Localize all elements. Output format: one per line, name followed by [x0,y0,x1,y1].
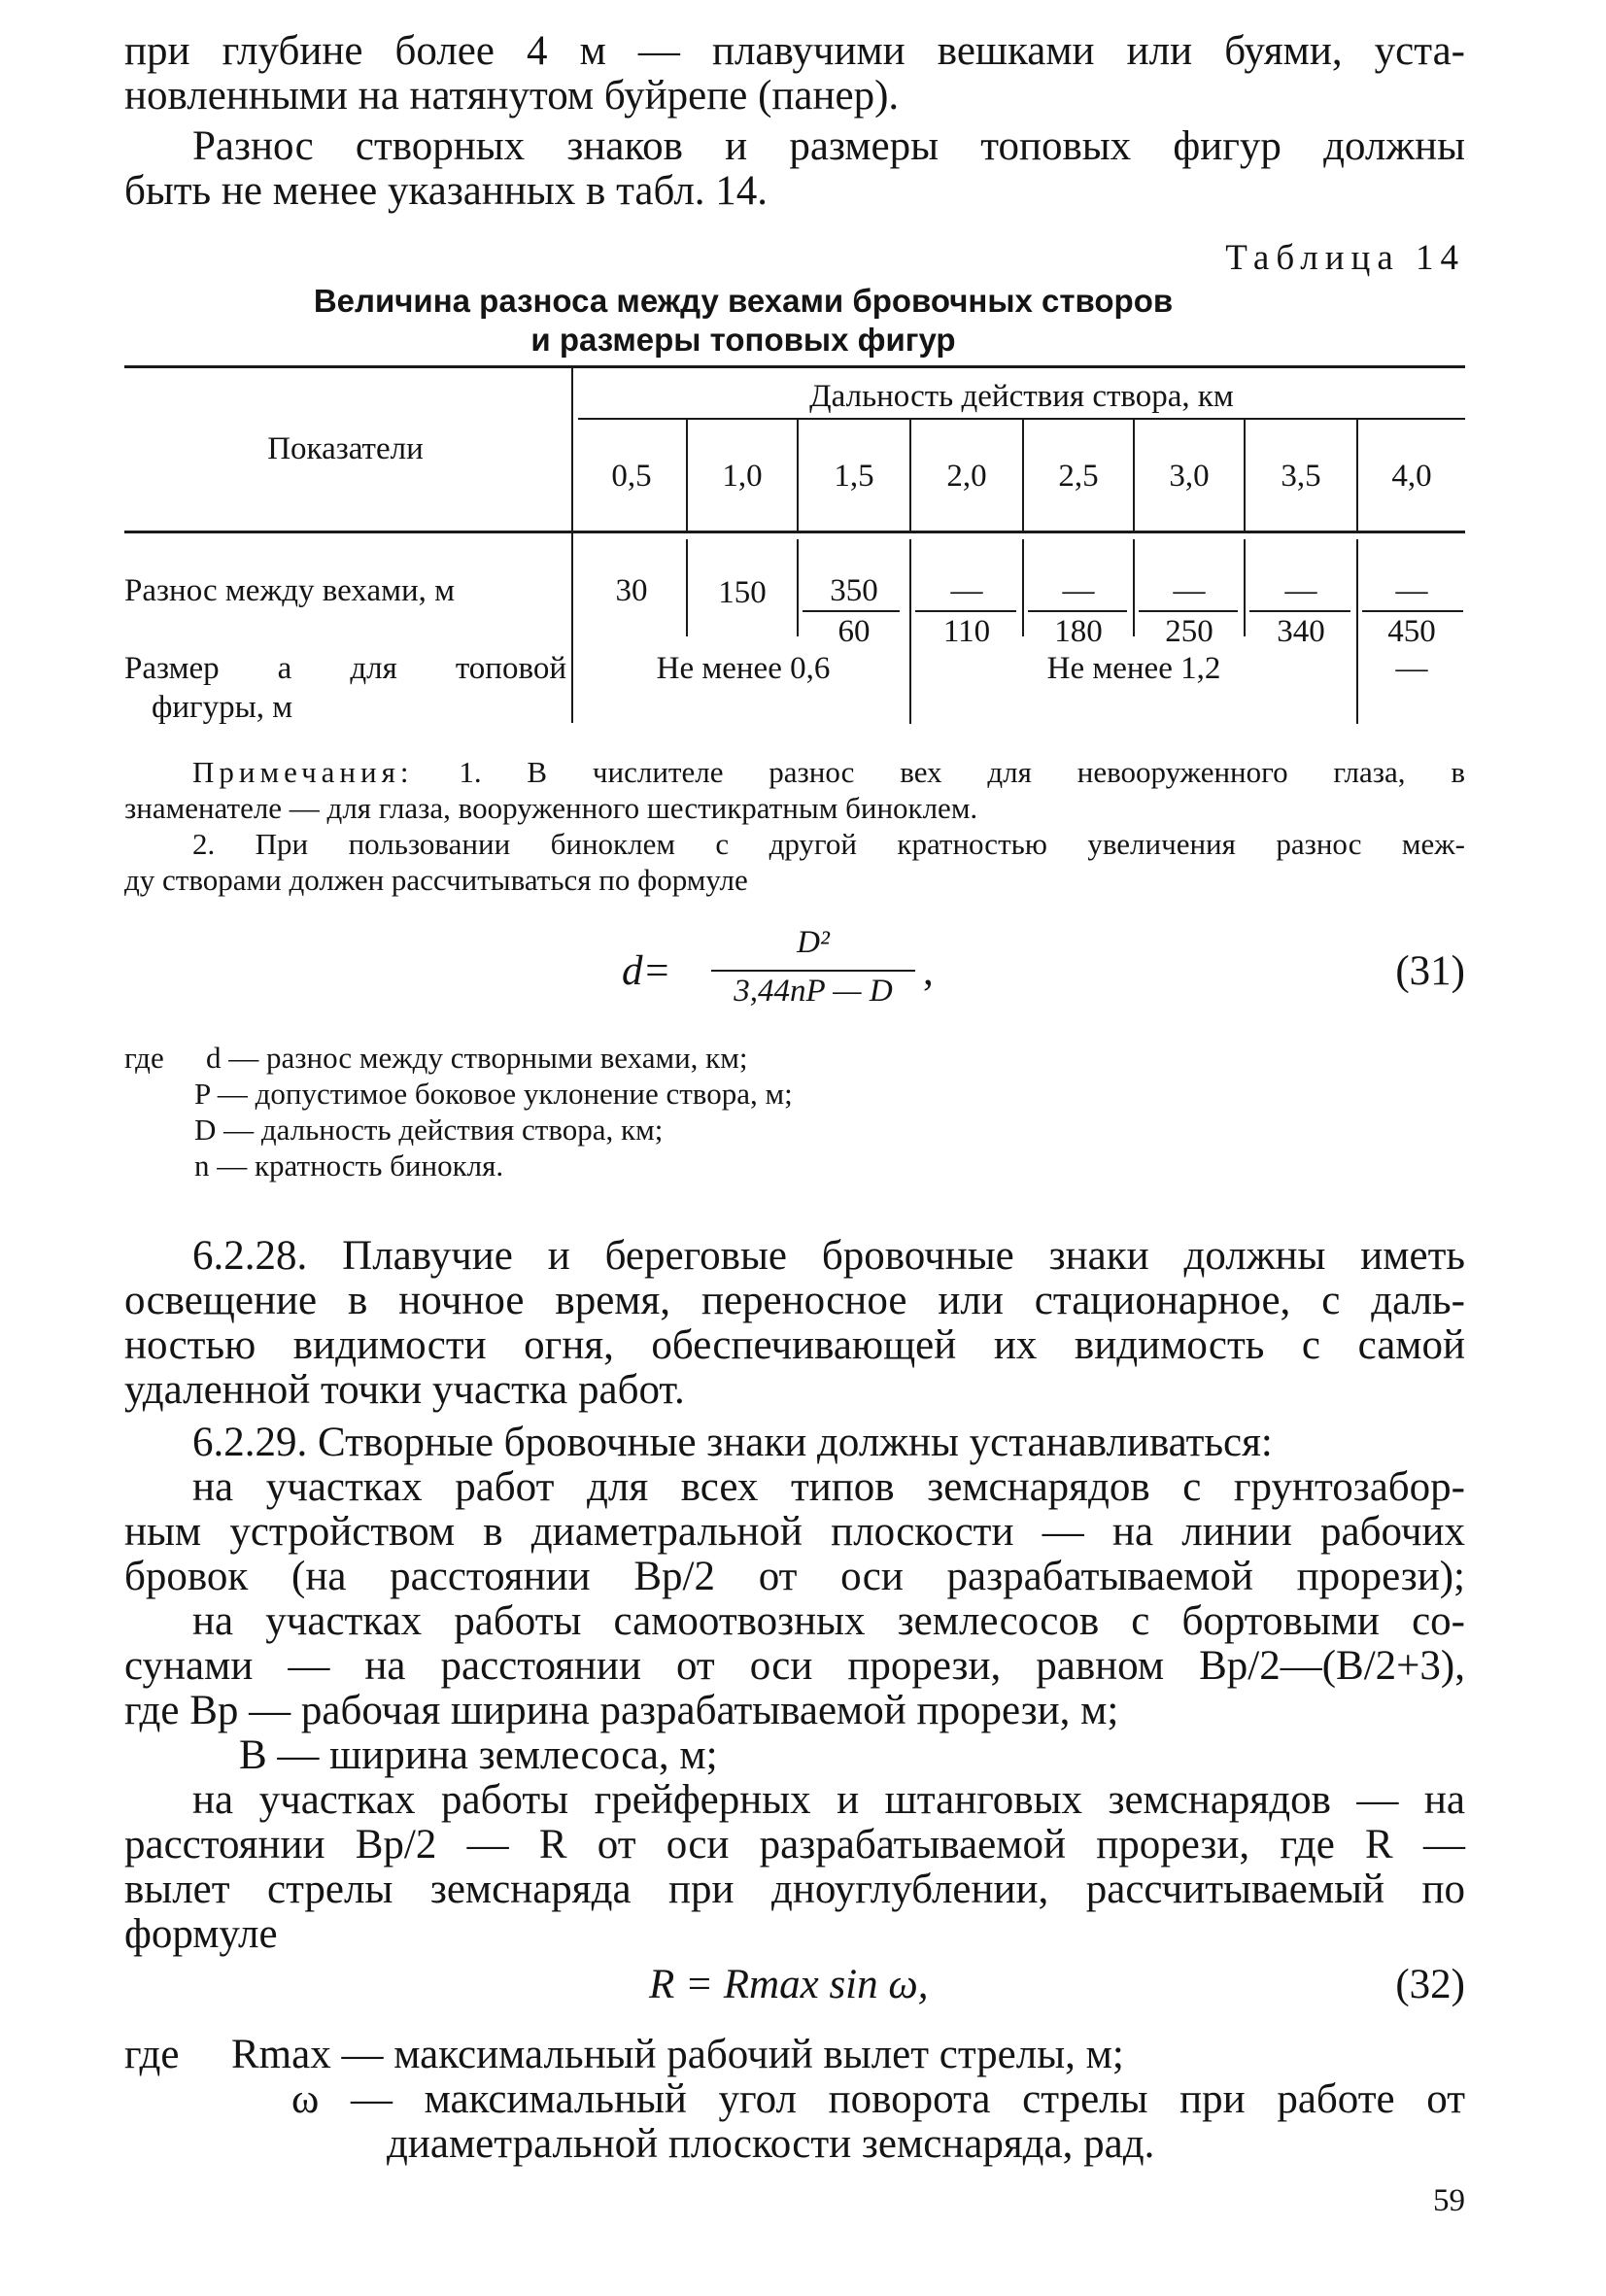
text-line: расстоянии Bр/2 — R от оси разрабатываемой прорези, где R — [124,1822,1465,1868]
table-top-rule [124,365,1465,368]
table-cell: — [1173,573,1206,608]
definition-omega-continued: диаметральной плоскости земснаряда, рад. [387,2121,1155,2167]
table-cell-denominator: 250 [1165,614,1213,649]
formula-32 [649,1961,928,2008]
text-line: Разнос створных знаков и размеры топовых фигур должны [192,123,1465,169]
text-line: формуле [124,1911,278,1957]
note-line: 2. При пользовании биноклем с другой кратностью увеличения разнос меж- [192,827,1465,861]
text-line: сунами — на расстоянии от оси прорези, равном Bр/2—(B/2+3), [124,1643,1465,1689]
table-header-distance: 1,5 [834,459,874,494]
where-label: где [124,1041,164,1075]
table-header-distance: 3,5 [1281,459,1321,494]
text-line: на участках работы грейферных и штанговых земснарядов — на [192,1777,1465,1823]
formula-text: R = Rmax sin ω, [649,1962,929,2007]
equation-number-31: (31) [1395,948,1465,994]
text-line: на участках работ для всех типов земснарядов с грунтозабор- [192,1464,1465,1510]
table-cell: 150 [718,575,767,610]
definition-d: d — разнос между створными вехами, км; [206,1041,748,1075]
definition-omega: ω — максимальный угол поворота стрелы при работе от [291,2076,1465,2122]
table-cell: — [1395,573,1428,608]
table-header-distance: 2,5 [1058,459,1099,494]
section-6-2-28 [124,1234,1465,1413]
table-caption: Таблица 14 [1225,238,1465,278]
table-cell-denominator: 110 [942,614,991,649]
formula-lhs: d= [622,948,671,994]
text-line: ным устройством в диаметральной плоскости — на линии рабочих [124,1509,1465,1555]
fraction-bar [1028,610,1127,612]
text-line: при глубине более 4 м — плавучими вешками или буями, уста- [124,28,1465,74]
formula-31-denominator [711,974,915,1010]
table-row-label: Разнос между вехами, м [124,573,456,608]
text-line: вылет стрелы земснаряда при дноуглублении, рассчитываемый по [124,1867,1465,1912]
table-cell: Не менее 0,6 [656,651,831,686]
note-line: ду створами должен рассчитываться по формуле [124,863,748,897]
formula-numerator: D² [797,925,830,960]
formula-31-numerator [711,925,915,961]
text-line: на участках работы самоотвозных землесосов с бортовыми со- [192,1598,1465,1644]
text-line: новленными на натянутом буйрепе (панер). [124,73,900,119]
formula-fraction-bar [711,970,915,972]
table-cell: 350 [830,573,878,608]
table-row-label: фигуры, м [152,690,293,725]
text-line: бровок (на расстоянии Bр/2 от оси разрабатываемой прорези); [124,1554,1465,1599]
table-header-distance: 2,0 [946,459,987,494]
where-label: где [124,2032,180,2077]
table-title-line: Величина разноса между вехами бровочных створов [313,283,1174,319]
text-line: где Bр — рабочая ширина разрабатываемой прорези, м; [124,1688,1119,1733]
table-cell-denominator: 450 [1387,614,1436,649]
formula-denominator: 3,44nP — D [734,974,893,1009]
table-cell: — [1062,573,1095,608]
table-header-distance: 1,0 [722,459,763,494]
table-cell: — [1284,573,1317,608]
note-line [124,754,1465,790]
equation-number-32: (32) [1395,1962,1465,2007]
text-line: освещение в ночное время, переносное или стационарное, с даль- [124,1278,1465,1323]
table-cell: 30 [615,573,648,608]
formula-31-lhs [622,947,671,995]
definition-rmax: Rmax — максимальный рабочий вылет стрелы, м; [231,2032,1124,2077]
text-line: 6.2.28. Плавучие и береговые бровочные знаки должны иметь [192,1233,1465,1279]
page-number: 59 [1433,2183,1465,2218]
notes-label: Примечания: [192,755,414,789]
definition-D: D — дальность действия створа, км; [194,1113,664,1147]
table-cell: — [1395,651,1428,686]
table-title-line: и размеры топовых фигур [530,322,956,358]
fraction-bar [1139,610,1238,612]
table-cell: Не менее 1,2 [1046,651,1221,686]
definition-n: n — кратность бинокля. [194,1148,504,1182]
table-header-distance: 0,5 [611,459,652,494]
fraction-bar [1362,610,1463,612]
definition-p: P — допустимое боковое уклонение створа, м; [194,1077,793,1111]
text-line: ностью видимости огня, обеспечивающей их видимость с самой [124,1322,1465,1368]
table-column-rule [571,368,573,723]
table-notes [124,754,1465,898]
section-6-2-29 [124,1421,1465,1957]
text-line: быть не менее указанных в табл. 14. [124,168,769,214]
text-line: 6.2.29. Створные бровочные знаки должны устанавливаться: [192,1420,1273,1465]
note-text: 1. В числителе разнос вех для невооруженного глаза, в [459,755,1466,789]
table-header-distance: 3,0 [1169,459,1210,494]
fraction-bar [803,610,900,612]
table-header-rule [124,531,1465,533]
text-line: B — ширина землесоса, м; [239,1732,718,1778]
table-cell-denominator: 60 [837,614,871,649]
formula-31-tail: , [923,948,934,994]
table-header-distance: 4,0 [1391,459,1432,494]
intro-paragraph [124,29,1465,214]
note-line: знаменателе — для глаза, вооруженного шестикратным биноклем. [124,791,978,825]
table-row-label: Размер a для топовой [124,651,566,686]
table-header-range: Дальность действия створа, км [809,379,1234,414]
fraction-bar [1249,610,1350,612]
table-cell-denominator: 340 [1277,614,1325,649]
text-line: удаленной точки участка работ. [124,1367,685,1413]
table-title [243,282,1244,360]
table-cell-denominator: 180 [1054,614,1103,649]
table-cell: — [950,573,983,608]
table-header-indicators: Показатели [267,431,424,466]
fraction-bar [915,610,1016,612]
